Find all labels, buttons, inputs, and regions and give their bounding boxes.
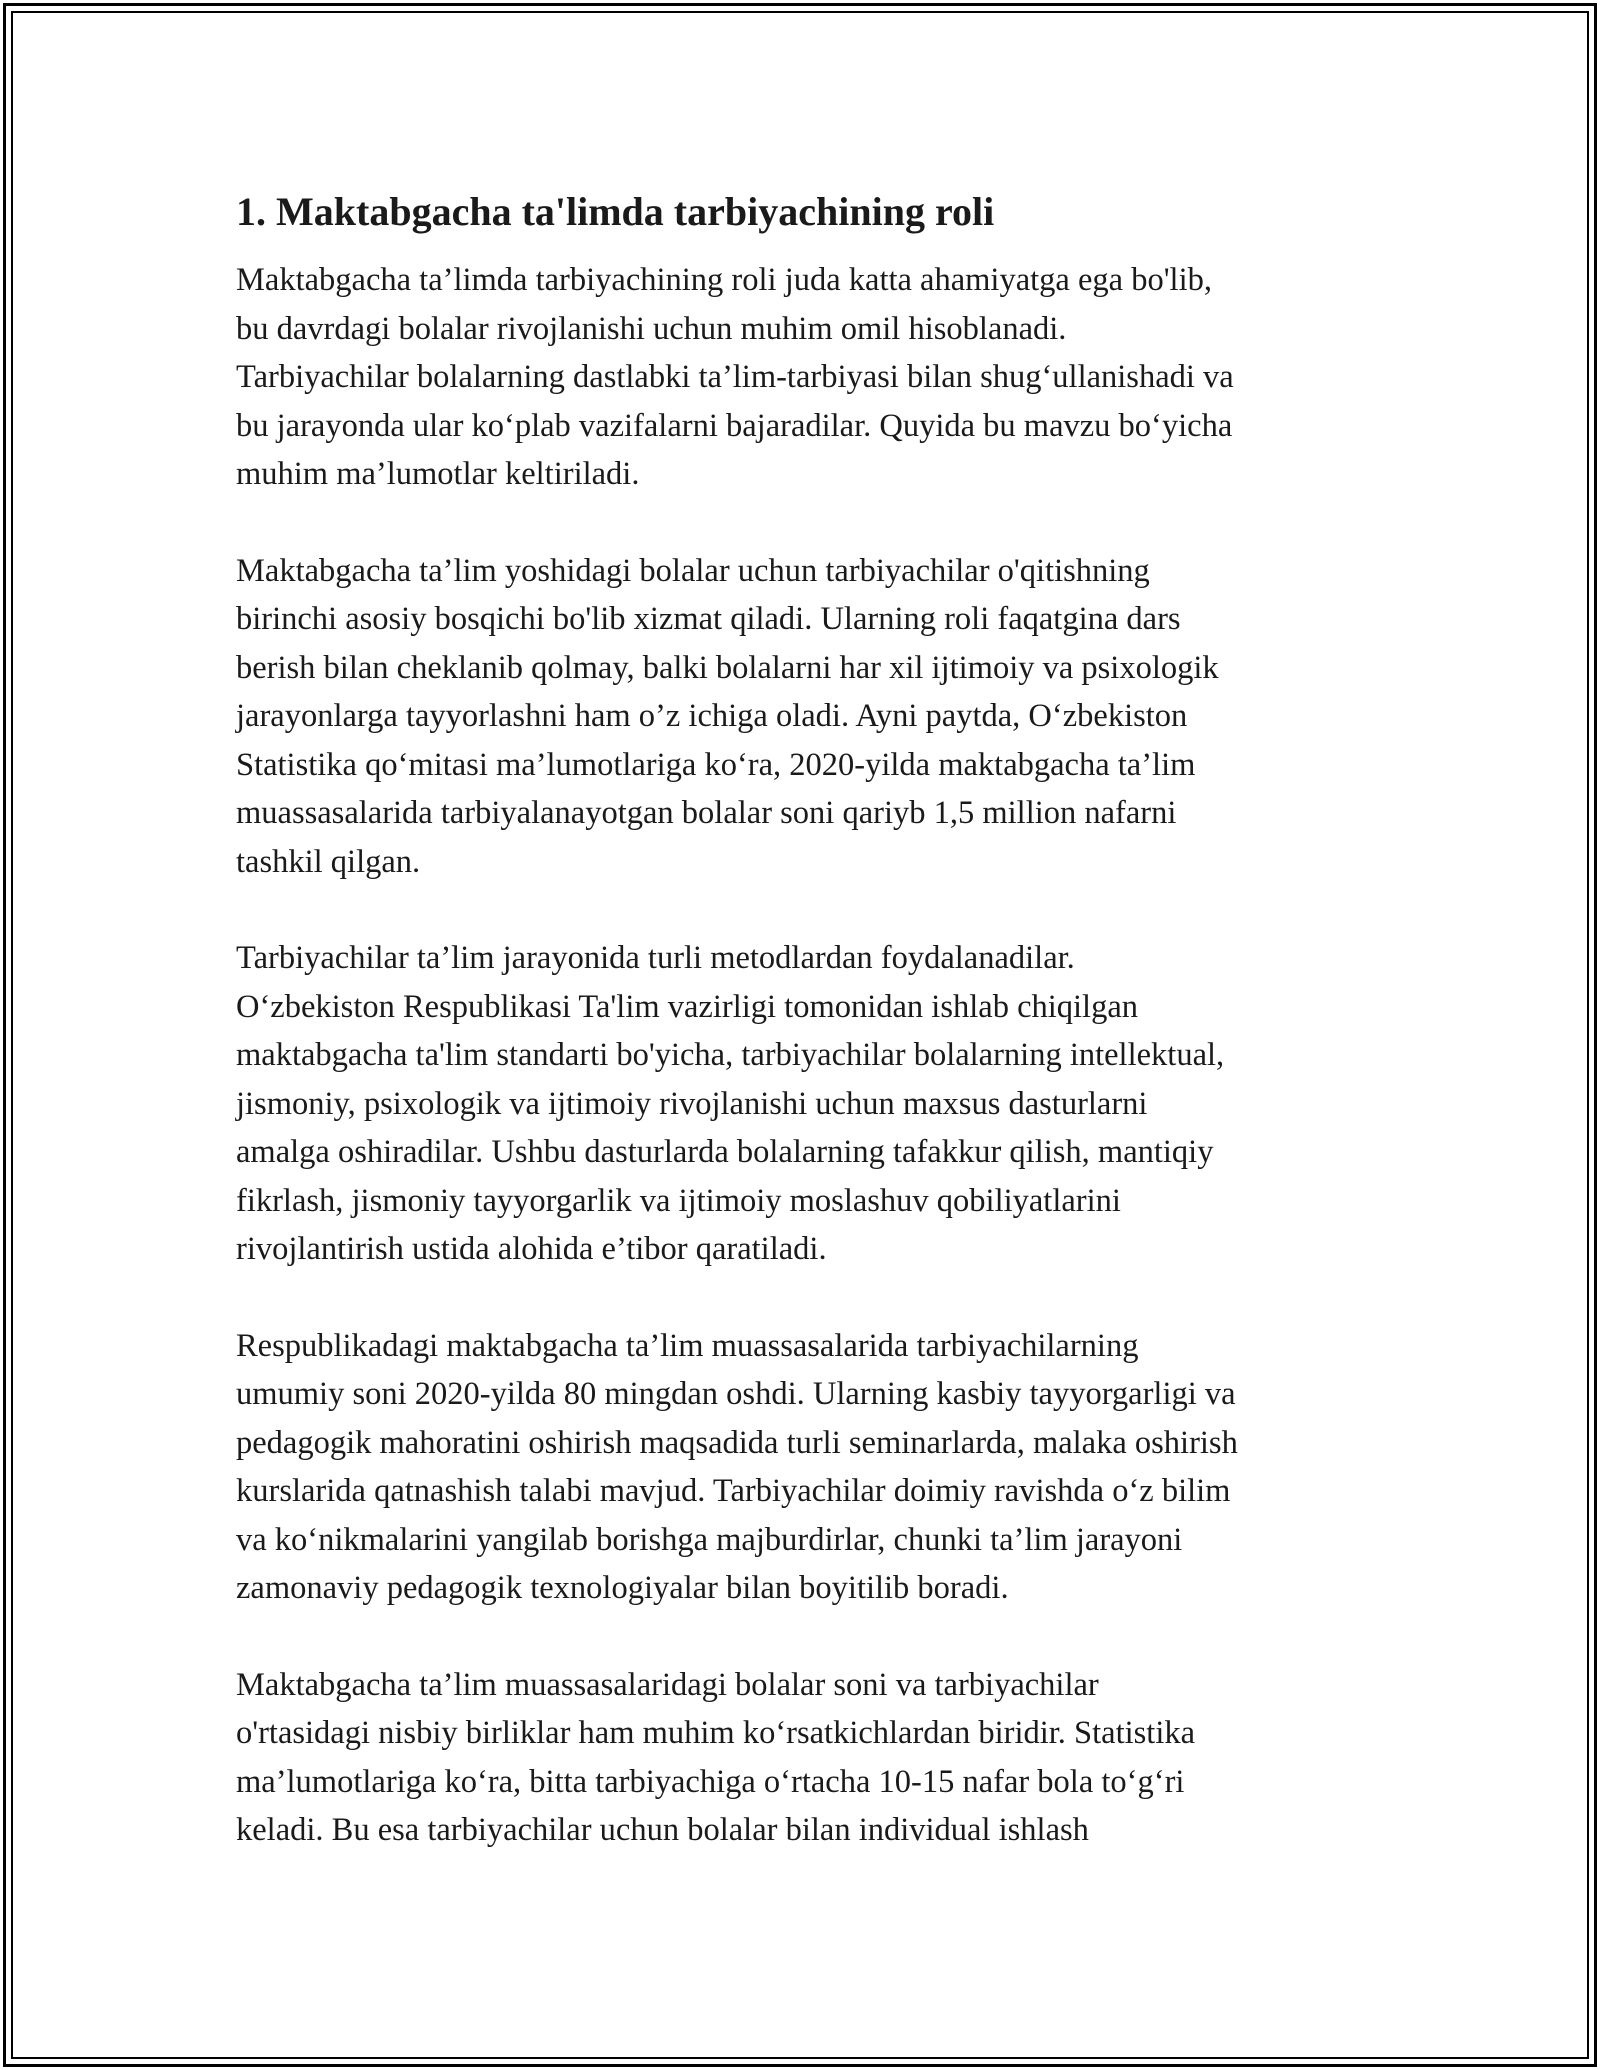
paragraph-line: rivojlantirish ustida alohida e’tibor qaratiladi. bbox=[236, 1231, 827, 1267]
paragraph-line: Maktabgacha ta’limda tarbiyachining roli juda katta ahamiyatga ega bo'lib, bbox=[236, 262, 1212, 298]
paragraph-line: Statistika qo‘mitasi ma’lumotlariga ko‘ra, 2020-yilda maktabgacha ta’lim bbox=[236, 746, 1196, 783]
paragraph bbox=[236, 1322, 1376, 1613]
paragraph-line: birinchi asosiy bosqichi bo'lib xizmat qiladi. Ularning roli faqatgina dars bbox=[236, 601, 1181, 637]
paragraph-line: Tarbiyachilar ta’lim jarayonida turli metodlardan foydalanadilar. bbox=[236, 940, 1075, 976]
paragraph-line: berish bilan cheklanib qolmay, balki bolalarni har xil ijtimoiy va psixologik bbox=[236, 649, 1219, 686]
paragraph-line: bu jarayonda ular ko‘plab vazifalarni bajaradilar. Quyida bu mavzu bo‘yicha bbox=[236, 407, 1233, 444]
paragraph-line: pedagogik mahoratini oshirish maqsadida turli seminarlarda, malaka oshirish bbox=[236, 1424, 1238, 1461]
paragraph-line: Maktabgacha ta’lim muassasalaridagi bolalar soni va tarbiyachilar bbox=[236, 1666, 1099, 1703]
paragraph bbox=[236, 1661, 1376, 1855]
paragraph-line: o'rtasidagi nisbiy birliklar ham muhim ko‘rsatkichlardan biridir. Statistika bbox=[236, 1715, 1196, 1751]
paragraph-line: zamonaviy pedagogik texnologiyalar bilan boyitilib boradi. bbox=[236, 1570, 1009, 1606]
document-title: 1. Maktabgacha ta'limda tarbiyachining roli bbox=[236, 189, 995, 234]
paragraph-line: muhim ma’lumotlar keltiriladi. bbox=[236, 456, 640, 492]
paragraph-line: jismoniy, psixologik va ijtimoiy rivojlanishi uchun maxsus dasturlarni bbox=[236, 1085, 1148, 1122]
paragraph-line: maktabgacha ta'lim standarti bo'yicha, tarbiyachilar bolalarning intellektual, bbox=[236, 1037, 1225, 1073]
paragraph-line: O‘zbekiston Respublikasi Ta'lim vazirligi tomonidan ishlab chiqilgan bbox=[236, 988, 1139, 1025]
paragraph-line: muassasalarida tarbiyalanayotgan bolalar soni qariyb 1,5 million nafarni bbox=[236, 795, 1177, 831]
paragraph-line: Maktabgacha ta’lim yoshidagi bolalar uchun tarbiyachilar o'qitishning bbox=[236, 552, 1150, 589]
paragraph-line: fikrlash, jismoniy tayyorgarlik va ijtimoiy moslashuv qobiliyatlarini bbox=[236, 1182, 1121, 1219]
paragraph-line: amalga oshiradilar. Ushbu dasturlarda bolalarning tafakkur qilish, mantiqiy bbox=[236, 1134, 1214, 1170]
paragraph-line: bu davrdagi bolalar rivojlanishi uchun muhim omil hisoblanadi. bbox=[236, 310, 1067, 347]
paragraph-line: jarayonlarga tayyorlashni ham o’z ichiga oladi. Ayni paytda, O‘zbekiston bbox=[236, 698, 1188, 734]
paragraph-line: keladi. Bu esa tarbiyachilar uchun bolalar bilan individual ishlash bbox=[236, 1812, 1089, 1848]
paragraph-list bbox=[236, 256, 1376, 1855]
paragraph-line: umumiy soni 2020-yilda 80 mingdan oshdi. Ularning kasbiy tayyorgarligi va bbox=[236, 1376, 1236, 1412]
paragraph-line: tashkil qilgan. bbox=[236, 843, 421, 880]
paragraph bbox=[236, 934, 1376, 1274]
document-body bbox=[236, 184, 1376, 1855]
paragraph bbox=[236, 256, 1376, 499]
paragraph-line: Respublikadagi maktabgacha ta’lim muassasalarida tarbiyachilarning bbox=[236, 1327, 1139, 1364]
paragraph-line: va ko‘nikmalarini yangilab borishga majburdirlar, chunki ta’lim jarayoni bbox=[236, 1521, 1183, 1558]
paragraph-line: kurslarida qatnashish talabi mavjud. Tarbiyachilar doimiy ravishda o‘z bilim bbox=[236, 1473, 1231, 1509]
paragraph bbox=[236, 547, 1376, 887]
paragraph-line: Tarbiyachilar bolalarning dastlabki ta’lim-tarbiyasi bilan shug‘ullanishadi va bbox=[236, 359, 1234, 395]
paragraph-line: ma’lumotlariga ko‘ra, bitta tarbiyachiga o‘rtacha 10-15 nafar bola to‘g‘ri bbox=[236, 1763, 1185, 1800]
